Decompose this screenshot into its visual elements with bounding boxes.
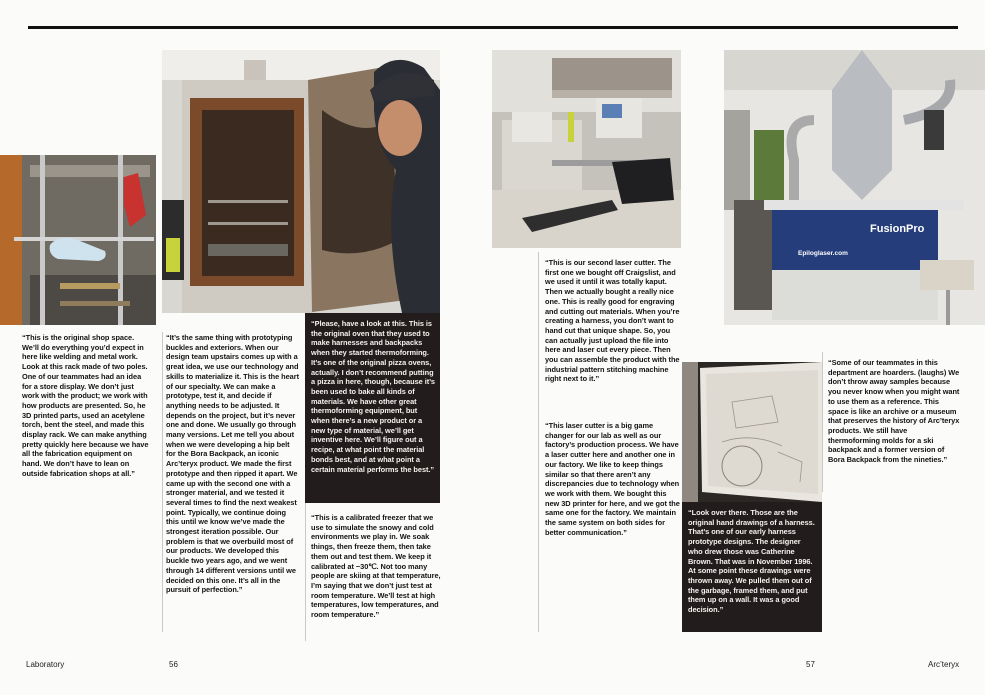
- fusion-laser-photo: [724, 50, 985, 325]
- footer-page-number-right: 57: [806, 660, 815, 669]
- footer-brand-label: Arc’teryx: [928, 660, 960, 669]
- footer-page-number-left: 56: [169, 660, 178, 669]
- quote-laser-game-changer: “This laser cutter is a big game changer for our lab as well as our factory’s production process. We have a laser cutter here and another one in our factory. We like to keep things similar so that there aren’t any discrepancies due to technology when we work with them. We bought this new 3D printer for here, and we got the same one for the factory. We maintain the same system on both sides for better communication.”: [545, 421, 680, 537]
- top-rule: [28, 26, 958, 29]
- column-divider: [538, 252, 539, 632]
- column-divider: [305, 503, 306, 641]
- rack-shoe-photo: [0, 155, 156, 325]
- text-column-1: [22, 333, 152, 479]
- quote-laser-second: “This is our second laser cutter. The first one we bought off Craigslist, and we used it until it was totally kaput. Then we actually bought a really nice one. This is really good for engraving and cutting out materials. When you’re creating a harness, you don’t want to hand cut that unique shape. So, you can actually just upload the file into here and laser cut every piece. Then you can assemble the product with the industrial pattern stitching machine right next to it.”: [545, 258, 680, 384]
- text-column-3: [311, 513, 441, 620]
- quote-rack: “This is the original shop space. We’ll do everything you’d expect in here like welding and metal work. Look at this rack made of two poles. One of our teammates had an idea for a store display. We don’t just work with the product; we work with how products are presented. So, he 3D printed parts, used an acetylene torch, bent the steel, and made this display rack. We can make anything pretty quickly here because we have all the fabrication equipment on hand. We don’t have to lean on outside fabrication shops at all.”: [22, 333, 149, 478]
- column-divider: [162, 332, 163, 632]
- oven-quote-box: [305, 313, 440, 503]
- quote-freezer: “This is a calibrated freezer that we use to simulate the snowy and cold environments we play in. We soak things, then freeze them, then take them out and test them. We keep it calibrated at −30℃. Not too many people are skiing at that temperature, I’m saying that we don’t just test at room temperature. We’ll test at high temperatures, low temperatures, and room temperature.”: [311, 513, 441, 620]
- column-divider: [822, 352, 823, 492]
- quote-drawings: “Look over there. Those are the original hand drawings of a harness. That’s one of our early harness prototype designs. The designer who drew those was Catherine Brown. That was in November 1996. At some point these drawings were thrown away. We pulled them out of the garbage, framed them, and put them up on a wall. It was a good decision.”: [688, 508, 815, 615]
- laser-cutter-photo: [492, 50, 681, 248]
- text-column-4b: [545, 421, 680, 537]
- footer-section-label: Laboratory: [26, 660, 65, 669]
- quote-hoarders: “Some of our teammates in this department are hoarders. (laughs) We don’t throw away samples because you never know when you might want to use them as a reference. This space is like an archive or a museum that preserves the history of Arc’teryx products. We still have thermoforming molds for a ski backpack and a former version of Bora Backpack from the nineties.”: [828, 358, 960, 465]
- quote-oven: “Please, have a look at this. This is the original oven that they used to make harnesses and backpacks when they started thermoforming. It’s one of the original pizza ovens, actually. I don’t recommend putting a pizza in here, though, because it’s been used to bake all kinds of materials. We have other great thermoforming equipment, but when there’s a new product or a new type of material, we’ll get inventive here. We’ll figure out a recipe, at what point the material bonds best, and at what point a certain material performs the best.”: [311, 319, 435, 474]
- text-column-6: [828, 358, 960, 465]
- oven-photo: [162, 50, 440, 313]
- drawings-quote-box: [682, 502, 822, 632]
- quote-prototyping: “It’s the same thing with prototyping buckles and exteriors. When our design team upstairs comes up with a great idea, we use our technology and skills to materialize it. This is the heart of our specialty. We can make a prototype, test it, and decide if anything needs to be adjusted. It depends on the project, but it’s never one and done. We usually go through many versions. Let me tell you about when we were developing a hip belt for the Bora Backpack, an iconic Arc’teryx product. We made the first prototype and then ripped it apart. We came up with the second one with a stronger material, and we tested it several times to find the next weakest point. Typically, we continue doing this until we know we’ve made the strongest iteration possible. Our problem is that we overbuild most of our products. We developed this buckle two years ago, and we went through 14 different versions until we decided on this one. It’s all in the pursuit of perfection.”: [166, 333, 299, 595]
- epilog-brand-label: Epiloglaser.com: [798, 250, 848, 257]
- text-column-2: [166, 333, 300, 595]
- fusion-brand-label: FusionPro: [870, 223, 925, 235]
- text-column-4a: [545, 258, 680, 384]
- drawing-frame-photo: [682, 362, 822, 502]
